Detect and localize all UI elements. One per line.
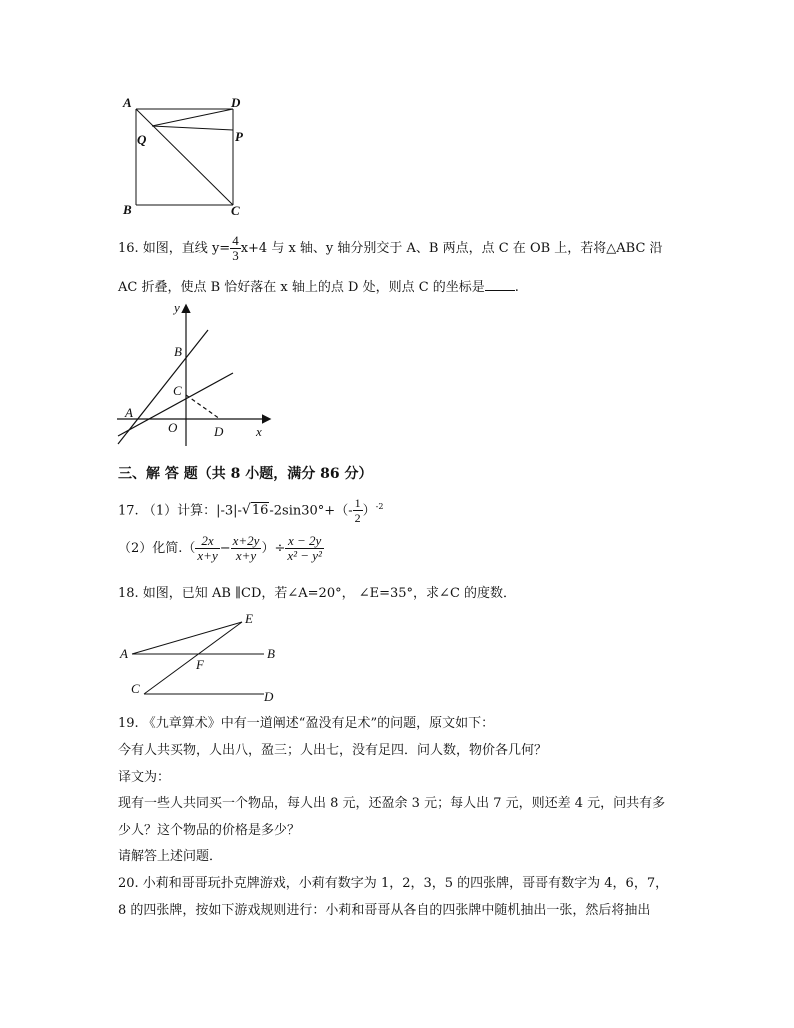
segment-qp [152, 126, 233, 130]
question-19-line5: 少人？这个物品的价格是多少？ [118, 823, 301, 838]
label-o: O [168, 420, 178, 435]
sqrt-expression: √16 [241, 502, 269, 519]
question-19-line1: 19. 《九章算术》中有一道阐述“盈没有足术”的问题，原文如下： [118, 716, 495, 731]
label-e: E [245, 611, 253, 626]
q16-frac-num: 4 [232, 233, 239, 248]
fraction-2 [231, 534, 262, 563]
q17-p1-text-c: ） [362, 503, 376, 519]
fraction-2-num: x+2y [232, 533, 260, 548]
q16-text-b: x+4 与 x 轴、y 轴分别交于 A、B 两点，点 C 在 OB 上，若将△ABC 沿 [240, 241, 663, 256]
label-d: D [264, 689, 274, 704]
q17-p1-text-b: -2sin30°+（- [269, 503, 353, 519]
fraction-3-den: x² − y² [287, 548, 322, 563]
label-b: B [123, 202, 132, 217]
label-b: B [174, 344, 182, 359]
fraction-1-num: 2x [195, 534, 219, 549]
q17-half-num: 1 [354, 496, 361, 511]
segment-qd [152, 109, 233, 126]
label-d: D [231, 95, 241, 110]
label-x: x [256, 424, 262, 439]
segment-cd [186, 395, 220, 419]
parallel-lines-figure [112, 608, 282, 704]
question-19-line6: 请解答上述问题． [118, 849, 223, 864]
diagonal-ac [136, 109, 233, 205]
question-16-line2 [118, 278, 519, 296]
fraction-2-den: x+y [235, 548, 257, 563]
question-17-part2 [118, 531, 324, 567]
section-heading: 三、解 答 题（共 8 小题，满分 86 分） [118, 466, 373, 482]
segment-ce [144, 622, 242, 694]
q17-number: 17. [118, 503, 139, 519]
sqrt-radicand: 16 [251, 503, 269, 519]
label-f: F [196, 657, 204, 672]
question-19-line2: 今有人共买物，人出八，盈三；人出七，没有足四．问人数，物价各几何？ [118, 743, 548, 758]
label-q: Q [137, 132, 147, 147]
question-19-line3: 译文为： [118, 770, 171, 785]
q17-half-den: 2 [354, 511, 361, 526]
question-20-line2: 8 的四张牌，按如下游戏规则进行：小莉和哥哥从各自的四张牌中随机抽出一张，然后将抽出 [118, 903, 651, 918]
q17-half-fraction [353, 496, 363, 525]
answer-blank [485, 278, 515, 291]
fraction-3-num: x − 2y [285, 534, 324, 549]
q17-p2-text-a: （2）化简.（ [118, 541, 196, 556]
q17-exponent: -2 [375, 502, 384, 511]
label-d: D [214, 424, 224, 439]
q17-p1-text-a: （1）计算：|-3|- [142, 503, 242, 519]
fraction-3 [285, 534, 324, 563]
q16-text-a: 16. 如图，直线 y= [118, 241, 231, 256]
q16-fraction [230, 234, 241, 263]
question-18: 18. 如图，已知 AB ∥CD，若∠A=20°， ∠E=35°，求∠C 的度数． [118, 586, 517, 601]
question-19-line4: 现有一些人共同买一个物品，每人出 8 元，还盈余 3 元；每人出 7 元，则还差 4 元，问共有多 [118, 796, 666, 811]
q16-text-c: AC 折叠，使点 B 恰好落在 x 轴上的点 D 处，则点 C 的坐标是 [118, 280, 485, 295]
label-c: C [173, 383, 182, 398]
question-17-part1 [118, 492, 384, 526]
label-y: y [174, 300, 180, 315]
coordinate-figure [112, 298, 272, 446]
label-a: A [120, 646, 128, 661]
label-a: A [123, 95, 132, 110]
question-20-line1: 20. 小莉和哥哥玩扑克牌游戏，小莉有数字为 1，2，3，5 的四张牌，哥哥有数字为 4，6，7， [118, 876, 669, 891]
square-figure [115, 92, 255, 222]
label-c: C [131, 681, 140, 696]
fraction-1 [195, 534, 219, 563]
label-p: P [235, 129, 243, 144]
q16-frac-den: 3 [232, 248, 239, 263]
q17-p2-text-b: ）÷ [261, 541, 286, 556]
minus-sign: − [219, 541, 231, 556]
fraction-1-den: x+y [197, 548, 218, 563]
q16-text-end: . [514, 280, 519, 295]
segment-ae [132, 622, 242, 654]
label-a: A [125, 405, 133, 420]
question-16-line1 [118, 232, 663, 266]
line-ab [118, 330, 208, 444]
label-c: C [231, 203, 240, 218]
label-b: B [267, 646, 275, 661]
